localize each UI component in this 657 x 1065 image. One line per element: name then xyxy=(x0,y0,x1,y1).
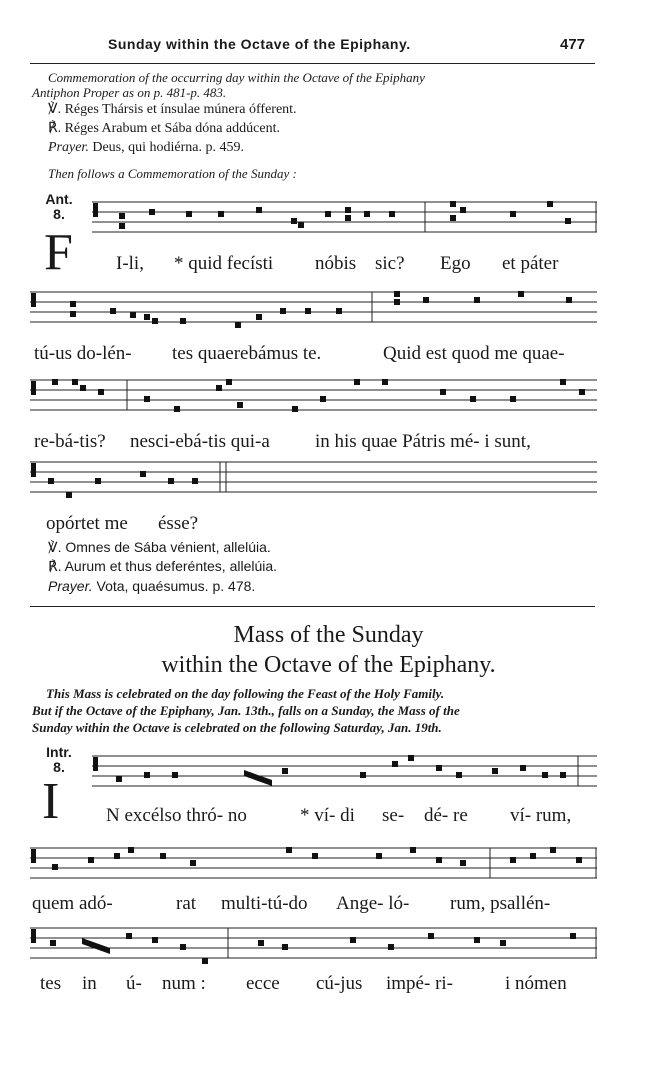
antiphon-initial: F xyxy=(44,224,73,281)
response-text: Réges Arabum et Sába dóna addúcent. xyxy=(64,121,280,136)
chant-staff-7 xyxy=(30,924,597,964)
chant-staff-4 xyxy=(30,458,597,498)
antiphon-label xyxy=(42,192,76,222)
lyric-word: rat xyxy=(176,893,197,914)
lyric-word: multi-tú-do xyxy=(221,893,308,914)
lyric-word: N excélso thró- no xyxy=(106,805,247,826)
lyric-word: Quid est quod me quae- xyxy=(383,343,565,364)
response-2 xyxy=(48,558,277,575)
lyric-word: nesci-ebá-tis qui-a xyxy=(130,431,270,452)
versicle-symbol: ℣. xyxy=(48,539,62,555)
prayer-label: Prayer. xyxy=(48,578,93,594)
introit-initial: I xyxy=(42,773,60,830)
mass-title: Mass of the Sunday xyxy=(233,622,424,648)
response-1 xyxy=(48,120,280,137)
intr-label: Intr. xyxy=(46,744,72,760)
lyric-word: impé- ri- xyxy=(386,973,454,994)
response-text: Aurum et thus deferéntes, allelúia. xyxy=(64,558,278,574)
prayer-1 xyxy=(48,140,244,156)
response-symbol: ℟. xyxy=(48,558,62,574)
lyric-word: i nómen xyxy=(505,973,567,994)
response-symbol: ℟. xyxy=(48,121,62,136)
lyric-word: ú- xyxy=(126,973,142,994)
lyric-word: et páter xyxy=(502,253,559,274)
lyric-word: dé- re xyxy=(424,805,468,826)
lyric-word: cú-jus xyxy=(316,973,363,994)
prayer-2 xyxy=(48,578,255,594)
chant-staff-6 xyxy=(30,844,597,884)
prayer-text: Deus, qui hodiérna. p. 459. xyxy=(92,140,244,155)
versicle-2 xyxy=(48,539,271,556)
then-follows-note: Then follows a Commemoration of the Sunday : xyxy=(48,166,297,181)
lyric-word: Ange- ló- xyxy=(336,893,410,914)
lyric-word: re-bá-tis? xyxy=(34,431,106,452)
antiphon-proper-note: Antiphon Proper as on p. 481-p. 483. xyxy=(32,85,227,100)
ant-mode: 8. xyxy=(53,206,65,222)
lyric-word: num : xyxy=(162,973,206,994)
lyric-word: * ví- di xyxy=(300,805,355,826)
mass-note: Sunday within the Octave is celebrated on the following Saturday, Jan. 19th. xyxy=(32,720,442,735)
mass-note: This Mass is celebrated on the day following the Feast of the Holy Family. xyxy=(46,686,445,701)
lyric-word: ésse? xyxy=(158,513,199,534)
lyric-word: tú-us do-lén- xyxy=(34,343,132,364)
page-number: 477 xyxy=(560,36,586,53)
versicle-text: Omnes de Sába vénient, allelúia. xyxy=(65,539,271,555)
lyric-word: quem adó- xyxy=(32,893,113,914)
lyric-word: ecce xyxy=(246,973,280,994)
ant-label: Ant. xyxy=(45,191,73,207)
chant-staff-2 xyxy=(30,288,597,328)
lyric-word: opórtet me xyxy=(46,513,128,534)
lyric-word: in xyxy=(82,973,97,994)
mass-note: But if the Octave of the Epiphany, Jan. 13th., falls on a Sunday, the Mass of the xyxy=(32,703,460,718)
versicle-text: Réges Thársis et ínsulae múnera ófferent. xyxy=(64,102,297,117)
chant-staff-5 xyxy=(92,752,597,792)
lyric-word: I-li, xyxy=(116,253,144,274)
introit-label xyxy=(40,745,78,775)
lyric-word: Ego xyxy=(440,253,471,274)
prayer-text: Vota, quaésumus. p. 478. xyxy=(96,578,256,594)
chant-staff-1 xyxy=(92,198,597,238)
lyric-word: * quid fecísti xyxy=(174,253,274,274)
versicle-symbol: ℣. xyxy=(48,102,62,117)
lyric-word: sic? xyxy=(375,253,405,274)
lyric-word: tes xyxy=(40,973,62,994)
mass-subtitle: within the Octave of the Epiphany. xyxy=(161,652,496,678)
commemoration-line: Commemoration of the occurring day within the Octave of the Epiphany xyxy=(48,70,425,85)
lyric-word: tes quaerebámus te. xyxy=(172,343,322,364)
lyric-word: in his quae Pátris mé- i sunt, xyxy=(315,431,531,452)
running-header: Sunday within the Octave of the Epiphany. xyxy=(108,36,411,52)
lyric-word: nóbis xyxy=(315,253,357,274)
versicle-1 xyxy=(48,101,297,118)
lyric-word: rum, psallén- xyxy=(450,893,551,914)
chant-staff-3 xyxy=(30,376,597,416)
header-rule xyxy=(30,63,595,64)
intr-mode: 8. xyxy=(53,759,65,775)
lyric-word: ví- rum, xyxy=(510,805,572,826)
lyric-word: se- xyxy=(382,805,405,826)
section-rule xyxy=(30,606,595,607)
prayer-label: Prayer. xyxy=(48,140,89,155)
